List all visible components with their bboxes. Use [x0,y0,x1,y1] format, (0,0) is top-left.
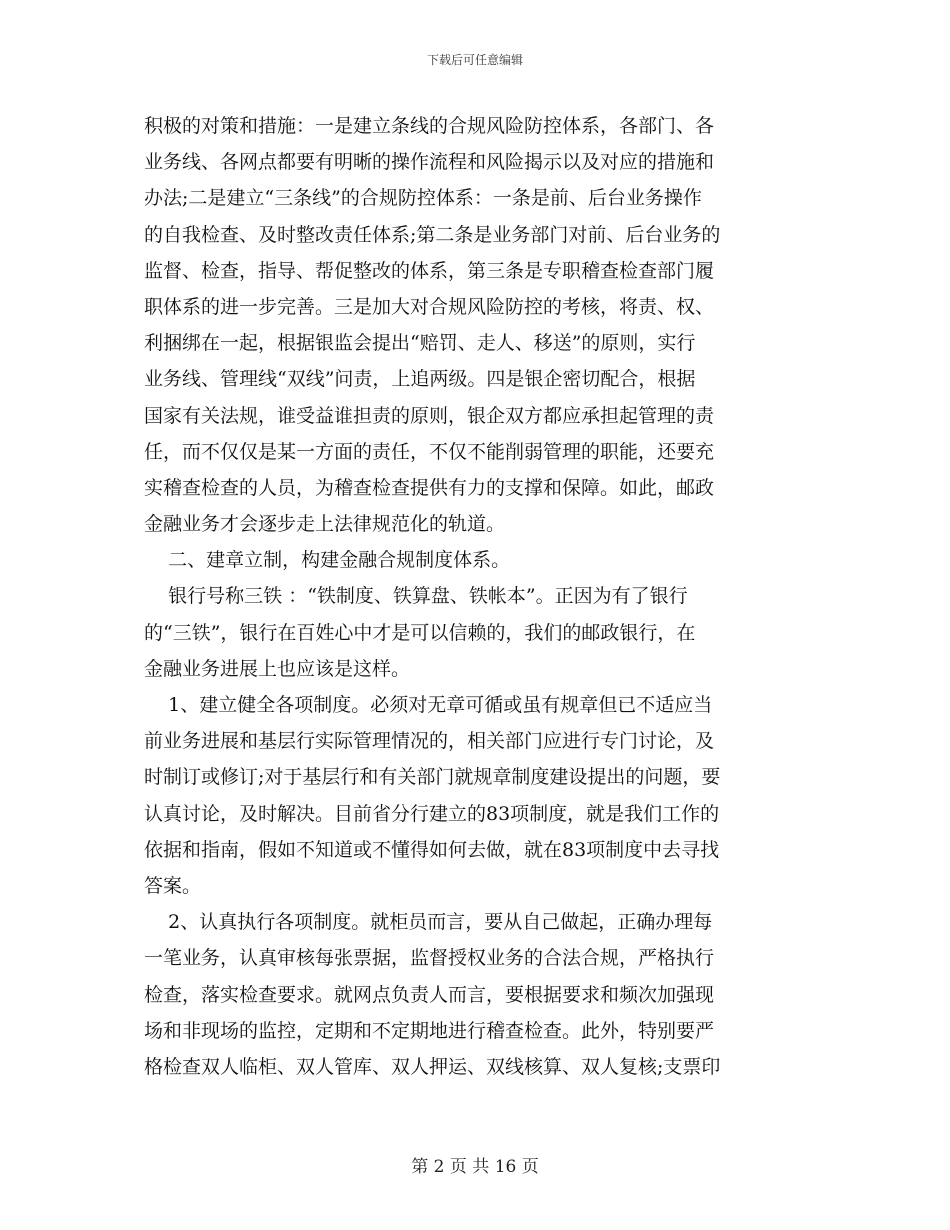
body-line: 的自我检查、及时整改责任体系;第二条是业务部门对前、后台业务的 [144,223,721,246]
page-header: 下载后可任意编辑 [426,53,523,67]
body-line: 任，而不仅仅是某一方面的责任，不仅不能削弱管理的职能，还要充 [144,440,715,463]
body-line: 办法;二是建立“三条线”的合规防控体系：一条是前、后台业务操作 [144,187,702,210]
body-line: 职体系的进一步完善。三是加大对合规风险防控的考核，将责、权、 [144,295,715,318]
body-line: 前业务进展和基层行实际管理情况的，相关部门应进行专门讨论，及 [144,730,715,753]
body-line: 场和非现场的监控，定期和不定期地进行稽查检查。此外，特别要严 [144,1019,715,1042]
body-line: 业务线、管理线“双线”问责，上追两级。四是银企密切配合，根据 [144,368,696,391]
body-line: 1、建立健全各项制度。必须对无章可循或虽有规章但已不适应当 [144,694,713,716]
body-line: 监督、检查，指导、帮促整改的体系，第三条是专职稽查检查部门履 [144,259,715,282]
body-line: 格检查双人临柜、双人管库、双人押运、双线核算、双人复核;支票印 [144,1055,721,1078]
body-line: 一笔业务，认真审核每张票据，监督授权业务的合法合规，严格执行 [144,947,715,970]
body-line: 实稽查检查的人员，为稽查检查提供有力的支撑和保障。如此，邮政 [144,476,715,499]
body-line: 金融业务才会逐步走上法律规范化的轨道。 [144,513,506,536]
body-line: 答案。 [144,874,202,897]
document-body [144,108,808,1085]
body-line: 检查，落实检查要求。就网点负责人而言，要根据要求和频次加强现 [144,983,715,1006]
body-line: 的“三铁”，银行在百姓心中才是可以信赖的，我们的邮政银行，在 [144,621,696,644]
body-line: 业务线、各网点都要有明晰的操作流程和风险揭示以及对应的措施和 [144,151,715,174]
body-line: 时制订或修订;对于基层行和有关部门就规章制度建设提出的问题，要 [144,766,721,789]
body-line: 利捆绑在一起，根据银监会提出“赔罚、走人、移送”的原则，实行 [144,332,696,355]
body-line: 依据和指南，假如不知道或不懂得如何去做，就在83项制度中去寻找 [144,838,720,861]
page-footer: 第 2 页 共 16 页 [411,1157,539,1177]
body-line: 银行号称三铁 ：“铁制度、铁算盘、铁帐本”。正因为有了银行 [144,585,688,608]
body-line: 积极的对策和措施：一是建立条线的合规风险防控体系，各部门、各 [144,115,715,137]
body-line: 认真讨论，及时解决。目前省分行建立的83项制度，就是我们工作的 [144,802,720,825]
section-heading: 二、建章立制，构建金融合规制度体系。 [144,549,511,572]
body-line: 金融业务进展上也应该是这样。 [144,657,411,680]
body-line: 国家有关法规，谁受益谁担责的原则，银企双方都应承担起管理的责 [144,404,715,427]
body-line: 2、认真执行各项制度。就柜员而言，要从自己做起，正确办理每 [144,911,713,934]
